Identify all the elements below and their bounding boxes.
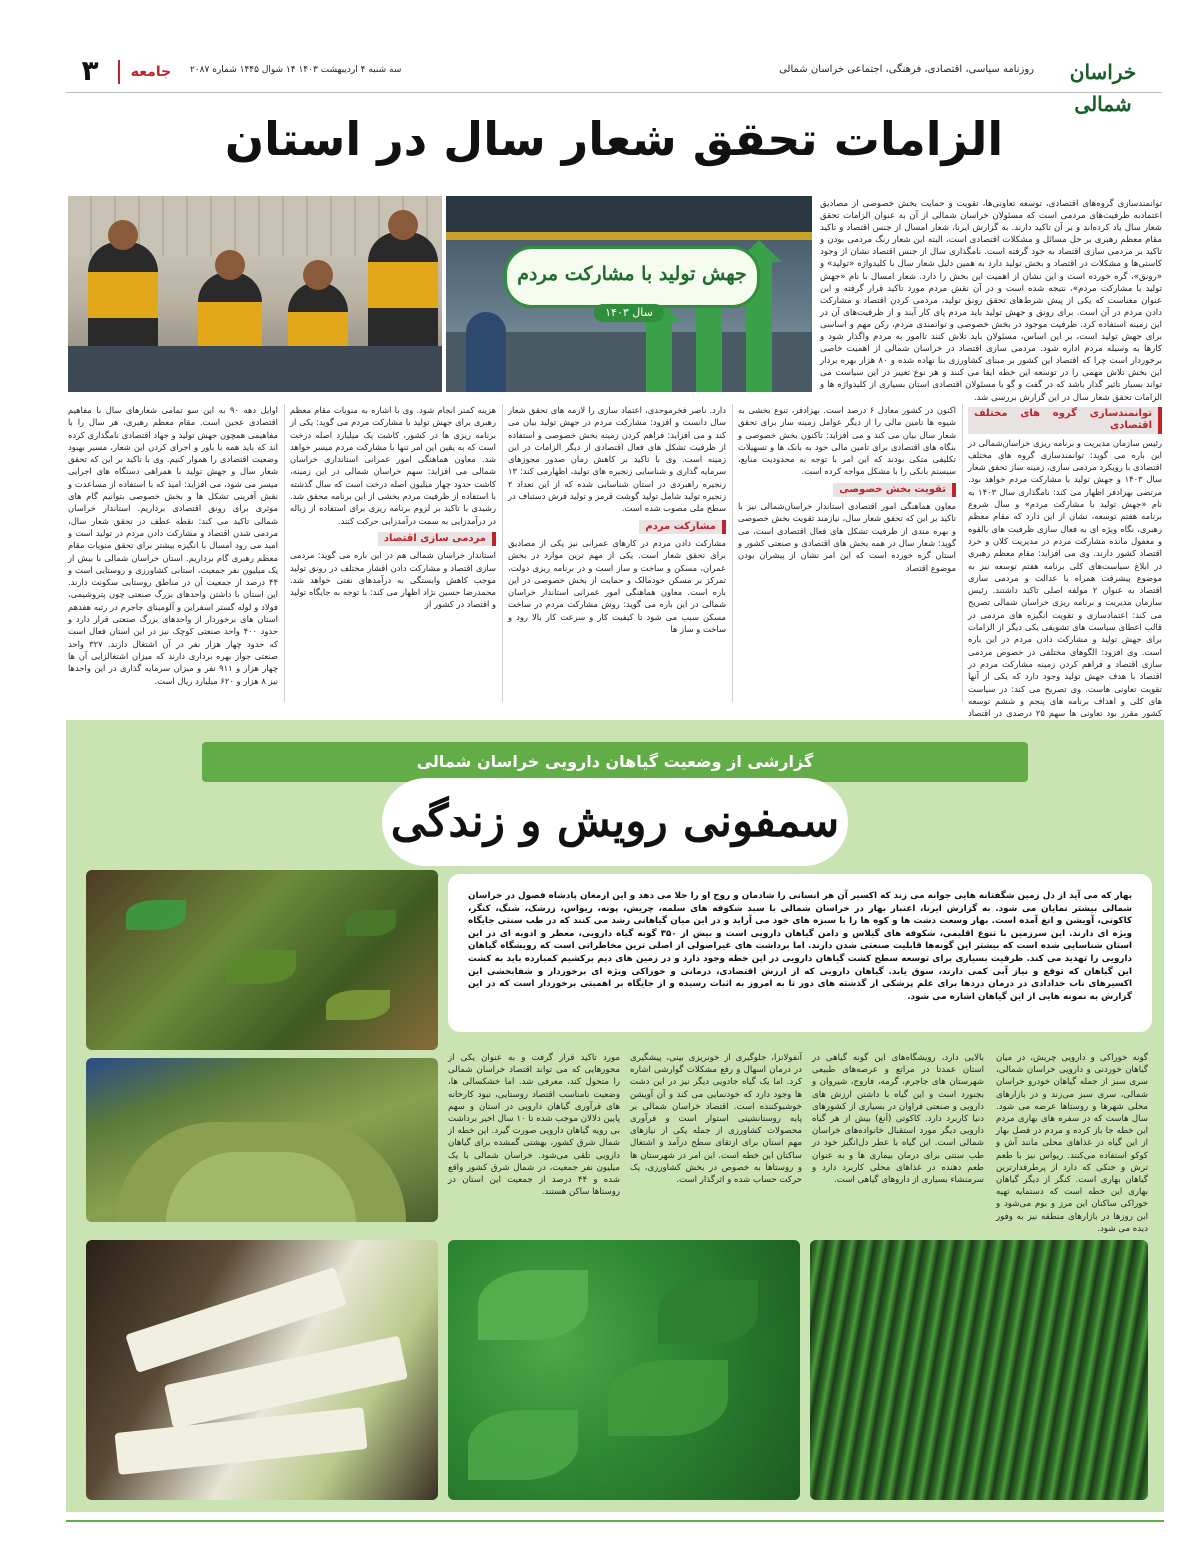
masthead	[66, 52, 1162, 116]
column-divider	[732, 404, 733, 702]
page-number: ۳	[81, 54, 99, 87]
column-text: اوایل دهه ۹۰ به این سو تمامی شعارهای سال با مفاهیم اقتصادی عجین است. مقام معظم رهبری، هر سال را با مفاهیمی همچون جهش تولید و جهاد اقتصادی نامگذاری کرده اند که باید همه با باور و اجرای کردن این شعار، مسیر بهبود وضعیت اقتصادی را هموار کنیم. وی با تاکید بر این که تحقق شعار سال و جهش تولید با همراهی دستگاه های اجرایی میسر می شود، می افزاید: امید که با استفاده از مساعدت و نقش آفرینی تشکل ها و بخش خصوصی بتوانیم گام های موثری برای رونق اقتصادی برداریم. استاندار خراسان شمالی تاکید می کند: نقطه عطف در تحقق شعار سال، مردمی شدن اقتصاد و مشارکت دادن مردم در تولید است و امید می رود امسال با انگیزه بیشتر برای تحقق منویات مقام معظم رهبری گام برداریم. استان خراسان شمالی با بیش از یک میلیون نفر جمعیت، استانی کشاورزی و روستایی است و ۴۴ درصد از جمعیت آن در مناطق روستایی سکونت دارند. این استان با داشتن واحدهای بزرگ صنعتی چون پتروشیمی، فولاد و لوله گستر اسفراین و آلومینای جاجرم در رتبه هفدهم استان های برخوردار از واحدهای بزرگ صنعتی قرار دارد و حدود ۴۰۰ واحد صنعتی کوچک نیز در این استان فعال است که حدود چهار هزار نفر در آن اشتغال دارند. ۳۲۷ واحد صنعتی جواز بهره برداری دارند که میزان اشتغالزایی آن ها چهار هزار و ۹۱۱ نفر و میزان سرمایه گذاری در این واحدها نیز ۸ هزار و ۶۲۰ میلیارد ریال است.	[68, 405, 279, 686]
article-column-3	[508, 404, 726, 702]
article-headline: الزامات تحقق شعار سال در استان	[224, 112, 1004, 166]
column-divider	[962, 404, 963, 702]
report-title: سمفونی رویش و زندگی	[390, 796, 840, 847]
vegetable-stalks-photo	[86, 1240, 438, 1500]
workers-photo	[68, 196, 442, 392]
column-text: اکنون در کشور معادل ۶ درصد است. بهزادفر، تنوع بخشی به شیوه ها تامین مالی را از دیگر عوامل زمینه ساز برای تحقق شعار سال بیان می کند و می افزاید: تاکنون بخش خصوصی و بنگاه های اقتصادی برای تامین مالی خود به بانک ها و تسهیلات تکلیفی متکی بودند که این امر با توجه به محدودیت منابع، سیستم بانکی را با مشکل مواجه کرده است.	[738, 405, 957, 477]
article-column-2	[738, 404, 956, 702]
article-column-1	[967, 404, 1162, 719]
column-divider	[284, 404, 285, 702]
article-column-4	[290, 404, 496, 702]
report-column-1: گونه خوراکی و دارویی چریش، در میان گیاهان خوردنی و دارویی خراسان شمالی، سری سبز از جمله گیاهان خودرو خراسان شمالی، سری سبز می‌زند و در بازارهای محلی شهرها و روستاها عرضه می شود. سال هاست که در سفره های بهاری مردم این خطه جا باز کرده و مردم در فصل بهار از این گیاه در غذاهای محلی مانند آش و کوکو استفاده می‌کنند. ریواس نیز با طعم ترش و خنکی که دارد از پرطرفدارترین گیاهان بهاری است. کنگر از دیگر گیاهان بهاری این خطه است که دستمایه تهیه خوراکی ساکنان این مرز و بوم می‌شود و این روزها در بازارهای منطقه نیز به وفور دیده می شود.	[996, 1053, 1148, 1234]
column-text: هزینه کمتر انجام شود. وی با اشاره به منویات مقام معظم رهبری برای جهش تولید با مشارکت مردم می گوید: یکی از برنامه ریزی ها در کشور، کاشت یک میلیارد اصله درخت است که به یقین این امر تنها با مشارکت مردم میسر خواهد شد. معاون هماهنگی امور عمرانی استانداری خراسان شمالی می افزاید: سهم خراسان شمالی در این زمینه، کاشت حدود چهار میلیون اصله درخت است که سال گذشته با استفاده از ظرفیت مردم بخشی از این برنامه محقق شد. رشیدی با تاکید بر لزوم برنامه ریزی برای استفاده از زباله در درآمدزایی به سمت درآمدزایی حرکت کنند.	[290, 405, 496, 526]
newspaper-tagline: روزنامه سیاسی، اقتصادی، فرهنگی، اجتماعی خراسان شمالی	[779, 64, 1034, 75]
report-lead: بهار که می آید از دل زمین شگفتانه هایی جوانه می زند که اکسیر آن هر انسانی را شادمان و روح او را جلا می دهد و این ارمغان پادشاه فصول در خراسان شمالی بیشتر نمایان می شود. به گزارش ایرنا، اعتبار بهار در خراسان شمالی با سبد شکوفه های سلمه، چریش، پونه، ریواس، زرشک، شنگ، کنگر، کاکوتی، آویشن و انغ آمده است. بهار وسعت دشت ها و کوه ها را با سبزه های خود می آراید و در این میان گیاهانی رشد می کنند که در طب سنتی جایگاه ویژه ای دارند. این سرزمین با تنوع اقلیمی، شکوفه های گیلاس و دامن گیاهان دارویی است و بیش از ۳۵۰ گونه گیاه دارویی، معطر و ادویه ای در این استان شناسایی شده است که بیشتر این گونه‌ها قابلیت صنعتی شدن دارند. اما برداشت های غیراصولی از اصلی ترین مخاطراتی است که رویشگاه گیاهان دارویی را تهدید می کند. ظرفیت بسیاری برای توسعه سطح کشت گیاهان دارویی در این خطه وجود دارد و در زمین های دیم برکشیم کمبارده باید به کشت این گیاهان که توقع و نیاز آبی کمی دارند، سوق یابد. گیاهان دارویی که از ارزش اقتصادی، درمانی و خوراکی ویژه ای برخوردار و شفابخشی این اکسیرهای ناب خدادادی در درمان دردها برای علم پزشکی از گذشته های دور تا به امروز به اثبات رسیده و از جایگاه بر اهمیتی برخوردار است که در این گزارش به نمونه هایی از این گیاهان اشاره می شود.	[468, 891, 1132, 1002]
mint-leaves-photo	[448, 1240, 800, 1500]
issue-dateline: سه شنبه ۴ اردیبهشت ۱۴۰۳ ۱۴ شوال ۱۴۴۵ شماره ۲۰۸۷	[190, 65, 402, 75]
column-subhead: تقویت بخش خصوصی	[833, 483, 956, 497]
slogan-year: سال ۱۴۰۳	[594, 304, 664, 322]
report-kicker: گزارشی از وضعیت گیاهان دارویی خراسان شمالی	[416, 752, 814, 771]
report-column-4: مورد تاکید قرار گرفت و به عنوان یکی از محورهایی که می تواند اقتصاد خراسان شمالی را متحول کند، معرفی شد. اما خشکسالی ها، وضعیت نامناسب اقتصاد روستایی، نبود کارخانه های فرآوری گیاهان دارویی در استان و سهم پایین دلالان موجب شده تا ۱۰ سال اخیر برداشت بی رویه گیاهان دارویی صورت گیرد. این خطه از شمال شرق کشور، بهشتی گمشده برای گیاهان دارویی تلقی می‌شود. خراسان شمالی با یک میلیون نفر جمعیت، در شمال شرق کشور واقع شده و ۴۴ درصد از جمعیت این استان در روستاها ساکن هستند.	[448, 1053, 620, 1198]
column-divider	[502, 404, 503, 702]
column-text: دارد. ناصر فخرموحدی، اعتماد سازی را لازمه های تحقق شعار سال دانست و افزود: مشارکت مردم در جهش تولید بیان می کند و می افزاید: فراهم کردن زمینه بخش خصوصی و استفاده از ظرفیت تشکل های فعال اقتصادی از دیگر الزامات در این زمینه است. وی با تاکید بر کاهش زمان صدور مجوزهای سرمایه گذاری و شناسایی زنجیره های تولید، اظهارمی کند: ۱۳ زنجیره راهبردی در استان شناسایی شده که از این تعداد ۲ زنجیره تولید شامل تولید گوشت قرمز و تولید فرش دستباف در سطح ملی مصوب شده است.	[508, 405, 726, 514]
slogan-banner: جهش تولید با مشارکت مردم	[504, 246, 760, 308]
column-subhead: توانمندسازی گروه های مختلف اقتصادی	[968, 407, 1162, 434]
report-column-3: آنفولانزا، جلوگیری از خونریزی بینی، پیشگیری در درمان اسهال و رفع مشکلات گوارشی اشاره کرد. اما یک گیاه جادویی دیگر نیز در این دشت ها وجود دارد که خودنمایی می کند و آن آویشن خوشبوکننده است. اقتصاد خراسان شمالی بر پایه روستانشینی استوار است و فرآوری محصولات کشاورزی از جمله یکی از نیازهای مهم استان برای ارتقای سطح درآمد و اشتغال ساکنان این خطه است. این امر در شهرستان ها و روستاها به خصوص در بخش کشاورزی، یک حرکت حساب شده و اثرگذار است.	[630, 1053, 802, 1186]
special-report-header	[82, 730, 1148, 872]
chives-photo	[810, 1240, 1148, 1500]
column-subhead: مشارکت مردم	[639, 520, 726, 534]
special-report-section	[66, 720, 1164, 1512]
article-column-5	[68, 404, 278, 702]
column-text: استاندار خراسان شمالی هم در این باره می گوید: مردمی سازی اقتصاد و مشارکت دادن اقشار مختلف در رونق تولید موجب کاهش وابستگی به درآمدهای نفتی خواهد شد. محمدرضا حسین نژاد اظهار می کند: با توجه به جایگاه تولید و اقتصاد در کشور از	[290, 550, 496, 610]
column-text: رئیس سازمان مدیریت و برنامه ریزی خراسان‌شمالی در این باره می گوید: توانمندسازی گروه های مختلف اقتصادی با رویکرد مردمی سازی، زمینه ساز تحقق شعار سال ۱۴۰۳ و جهش تولید با مشارکت مردم خواهد بود. مرتضی بهزادفر اظهار می کند: نامگذاری سال ۱۴۰۳ به نام «جهش تولید با مشارکت مردم» و سال شروع برنامه هفتم توسعه، نشان از این دارد که مقام معظم رهبری، نگاه ویژه ای به فعال سازی ظرفیت های بالقوه و مغفول مانده مشارکت مردم در مدیریت کلان و خرد اقتصاد کشور دارند. وی می افزاید: مقام معظم رهبری در ابلاغ سیاست‌های کلی برنامه هفتم توسعه نیز به موضوع پیشرفت همراه با عدالت و مردمی سازی اقتصاد به عنوان ۲ مولفه اصلی تاکید داشتند. رئیس سازمان مدیریت و برنامه ریزی خراسان شمالی تصریح می کند: اعتمادسازی و تقویت انگیزه های مردمی در قالب اعطای سیاست های تشویقی یکی دیگر از الزامات برای جهش تولید و مشارکت دادن مردم در این باره است. وی افزود: الگوهای مختلفی در خصوص مردمی سازی اقتصاد و فراهم کردن زمینه مشارکت مردم در اقتصاد با هدف جهش تولید وجود دارد که یکی از آنها تقویت تعاونی هاست. وی تصریح می کند: در سیاست های کلی و اهداف برنامه های پنجم و ششم توسعه کشور مقرر بود تعاونی ها سهم ۲۵ درصدی در اقتصاد	[967, 437, 1162, 719]
herb-pile-photo	[86, 1058, 438, 1222]
column-text: مشارکت دادن مردم در کارهای عمرانی نیز یکی از مصادیق برای تحقق شعار است. یکی از مهم ترین موارد در بخش عمران، مسکن و ساخت و ساز است و در برنامه ریزی دولت، تمرکز بر مسکن خودمالک و حمایت از بخش خصوصی در این باره است. معاون هماهنگی امور عمرانی استاندار خراسان شمالی در این باره می گوید: روش مشارکت مردم در ساخت مسکن سبب می شود تا کیفیت کار و سرعت کار بالا رود و ساخت و ساز ها	[508, 537, 726, 635]
bottom-rule	[66, 1520, 1164, 1522]
column-subhead: مردمی سازی اقتصاد	[378, 532, 496, 546]
column-text: معاون هماهنگی امور اقتصادی استاندار خراسان‌شمالی نیز با تاکید بر این که تحقق شعار سال، نیازمند تقویت بخش خصوصی و بهره مندی از ظرفیت تشکل های فعال اقتصادی است، می گوید: شعار سال در همه بخش های اقتصادی و صنعتی کشور و استان گره خورده است که این امر نشان از پیشران بودن موضوع اقتصاد	[738, 501, 956, 573]
article-intro: توانمندسازی گروه‌های اقتصادی، توسعه تعاونی‌ها، تقویت و حمایت بخش خصوصی از مصادیق اعتمادبه ظرفیت‌های مردمی است که مسئولان خراسان شمالی از آن به عنوان الزامات تحقق شعار سال یاد کرده‌اند و بر آن تاکید دارند. به گزارش ایرنا، شعار امسال از جنس اقتصاد و تاکید مقام معظم رهبری بر حل مسائل و مشکلات اقتصادی است، البته این شعار رنگ مردمی بودن و تاکید بر مردمی سازی اقتصاد به خود گرفته است. نامگذاری سال از جنس اقتصاد نشان از وجود کاستی‌ها و مشکلات در اقتصاد و بخش تولید دارد به همین دلیل شعار سال با کلیدواژه «تولید» و «رونق»، گره خورده است و این نشان از اهمیت این بخش را دارد. شعار امسال با نام «جهش تولید با مشارکت مردم»، نتیجه شده است و در آن نقش مردم مورد تاکید قرار گرفته و این عنوان معناست که یکی از پیش شرط‌های تحقق رونق تولید، مردمی کردن اقتصاد و مشارکت دادن مردم در آن است. برای رونق و جهش تولید باید مردم پای کار آیند و از ظرفیت‌های آن در این زمینه استفاده کرد. ظرفیت موجود در بخش خصوصی و توانمندی مردم، رکن مهم و اساسی برای جهش تولید است، بر این اساس، مسئولان باید تلاش کنند تاامور به مردم واگذار شود و کارها به وسیله مردم اداره شود. مردمی سازی اقتصاد در خراسان شمالی از اهمیت خاصی برخوردار است چرا که اقتصاد این کشور بر مبنای کشاورزی بنا نهاده شده و ۸۰ هزار بهره بردار این بخش تلاش مهمی را در توسعه این خطه ایفا می کنند و هر نوع تغییر در این سیاست می تواند بسیار تاثیر گذار باشد که در گفت و گو با مسئولان اقتصادی استان بسیاری از کلیدواژه ها و الزامات تحقق شعار سال در این گزارش بررسی شد.	[820, 199, 1162, 403]
report-column-2: بالایی دارد، رویشگاه‌های این گونه گیاهی در استان عمدتا در مراتع و عرصه‌های طبیعی شهرستان های جاجرم، گرمه، فاروج، شیروان و بجنورد است و این گیاه با داشتن ارزش های دارویی و صنعتی فراوان در بسیاری از کشورهای دنیا کاربرد دارد. کاکوتی (اَنغ) بیش از هر گیاه دارویی دیگر مورد استقبال خانواده‌های خراسان شمالی است. این گیاه با عطر دل‌انگیز خود در طب سنتی برای درمان بیماری ها و به عنوان طعم دهنده در غذاهای محلی کاربرد دارد و سرمنشاء بسیاری از داروهای گیاهی است.	[812, 1053, 984, 1186]
newspaper-logo[interactable]: خراسان شمالی	[1069, 60, 1137, 116]
section-label[interactable]: جامعه	[118, 60, 182, 84]
factory-photo	[446, 196, 812, 392]
dried-herbs-photo	[86, 870, 438, 1050]
